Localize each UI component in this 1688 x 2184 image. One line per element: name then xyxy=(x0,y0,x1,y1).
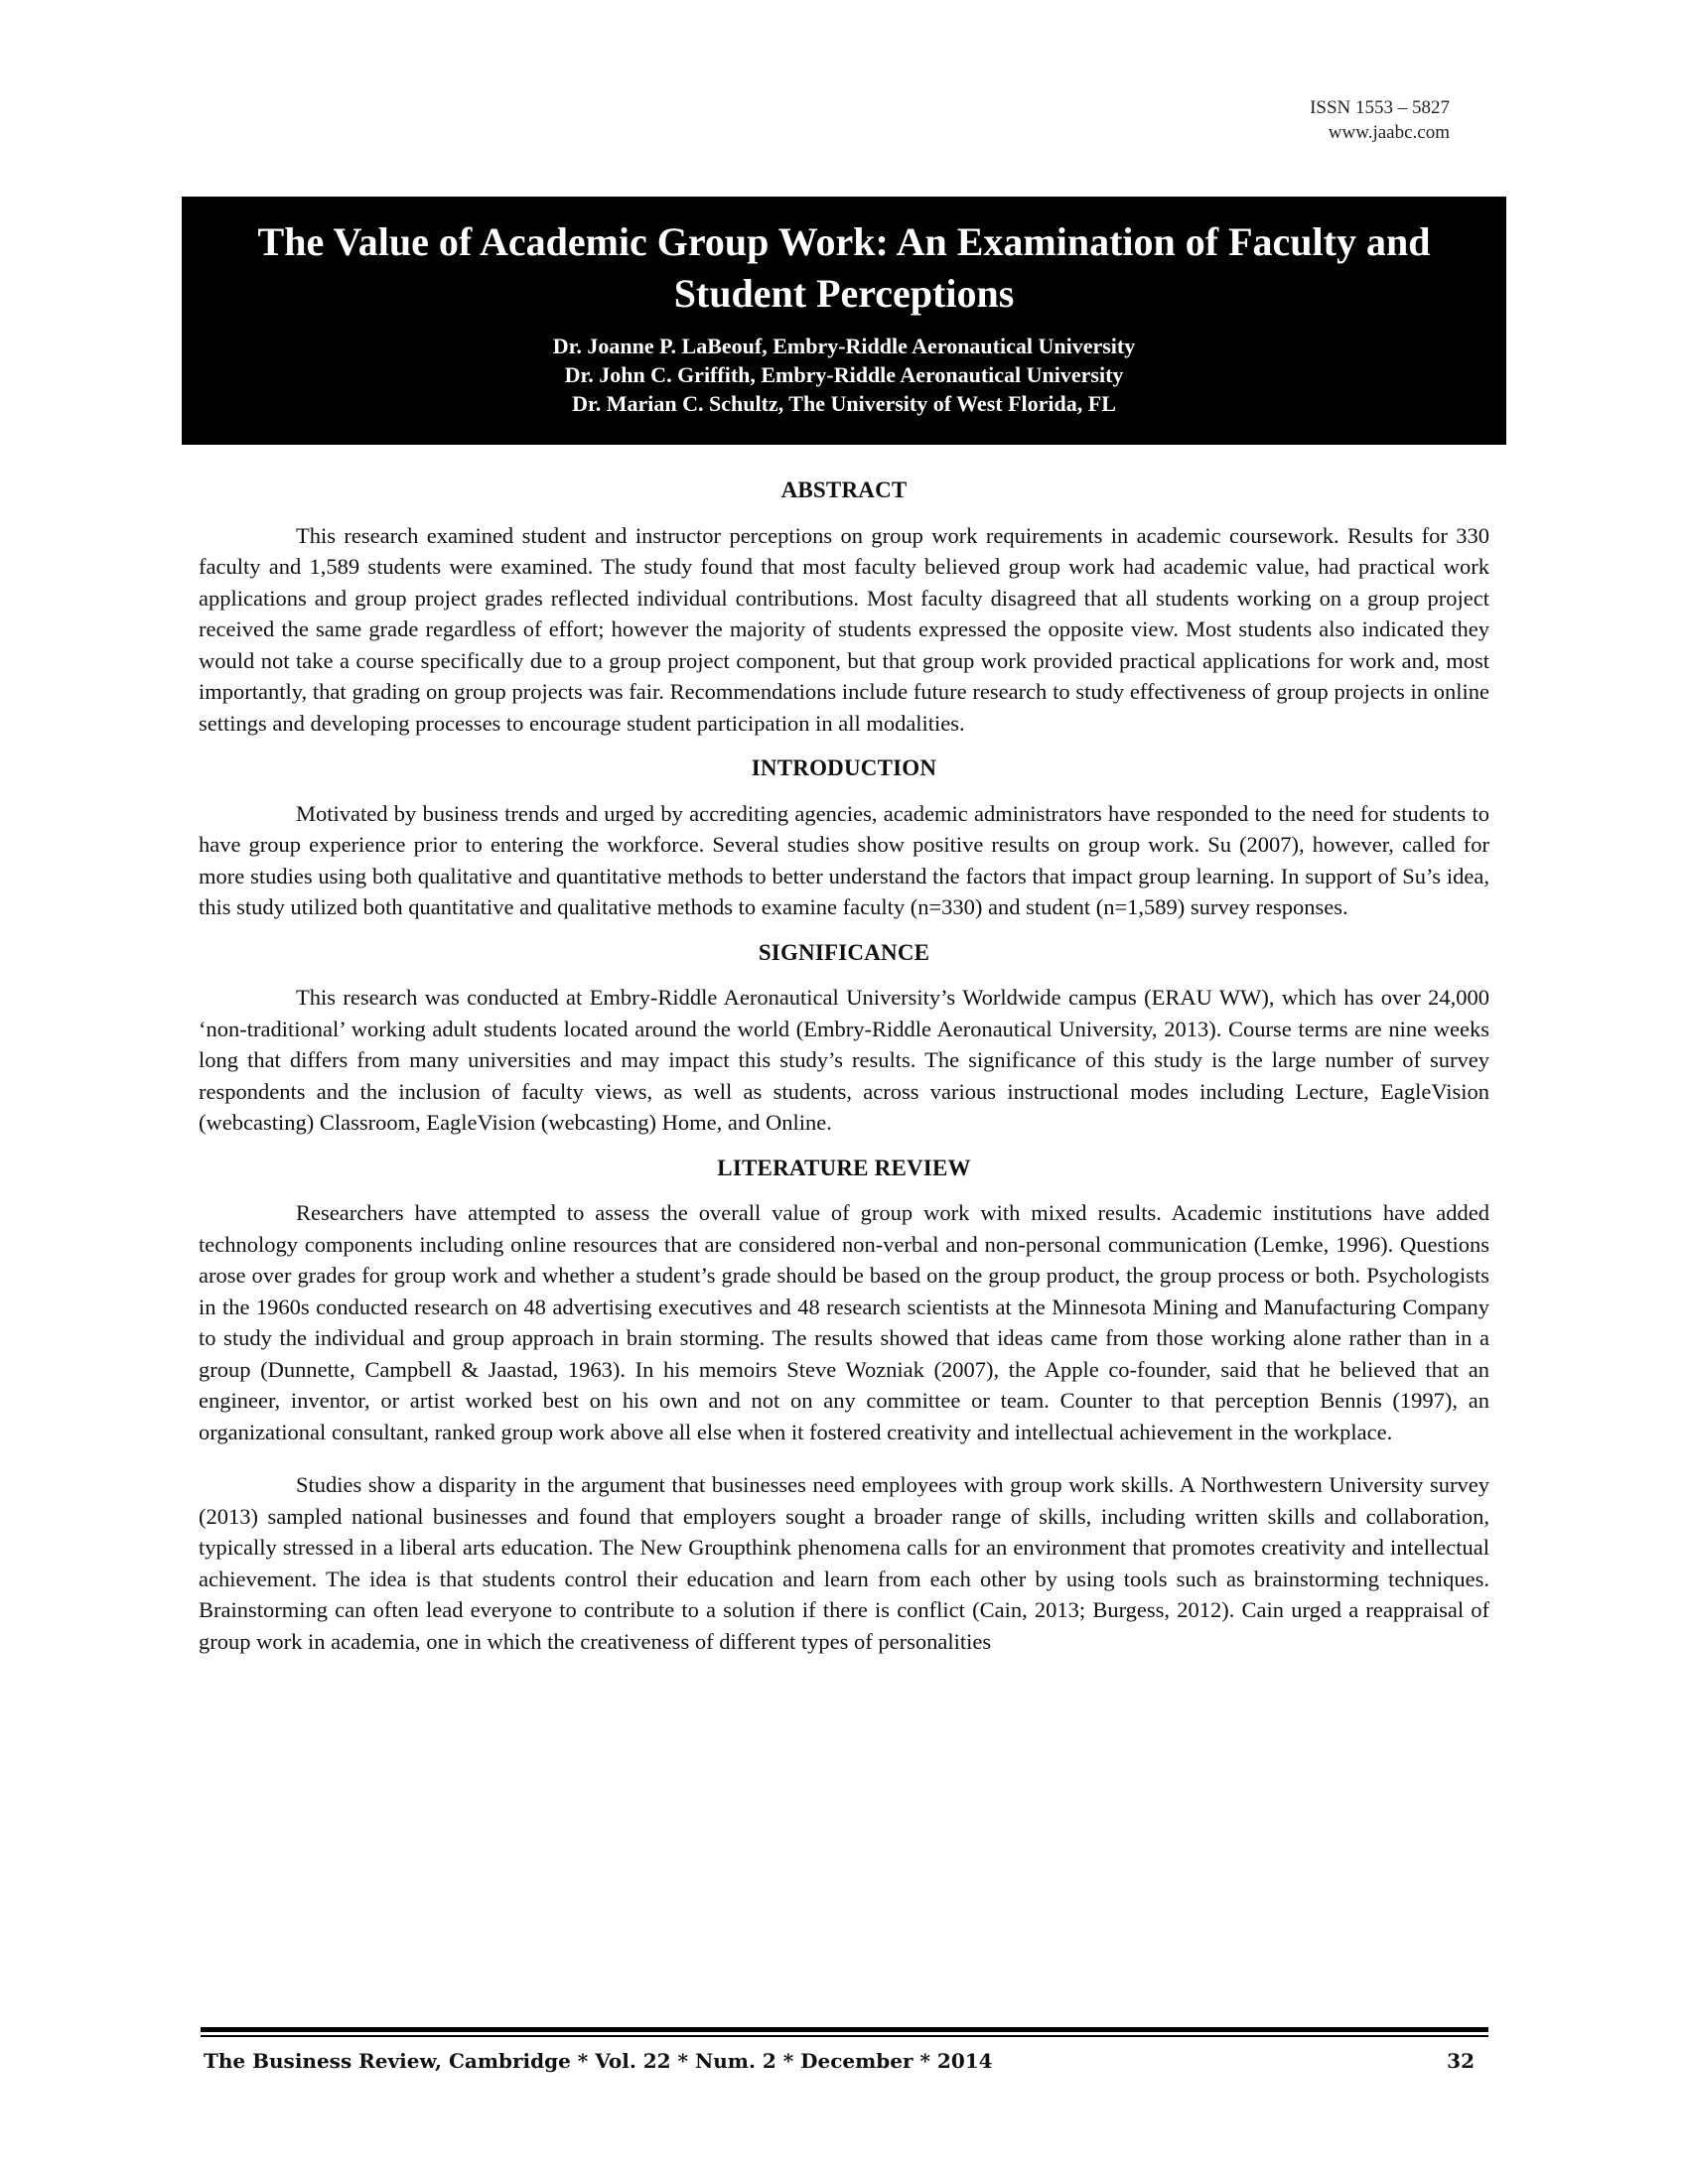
abstract-heading: ABSTRACT xyxy=(780,478,908,502)
author-list xyxy=(182,332,1506,418)
issn-block xyxy=(1310,95,1450,145)
website-link[interactable]: www.jaabc.com xyxy=(1328,122,1450,143)
page-footer xyxy=(204,2049,1475,2073)
issn-text: ISSN 1553 – 5827 xyxy=(1310,97,1450,118)
footer-rule-thin xyxy=(201,2035,1488,2037)
literature-review-paragraph-2: Studies show a disparity in the argument that businesses need employees with group work skills. A Northwestern University survey (2013) sampled national businesses and found that employers sought a broader range of skills, including written skills and collaboration, typically stressed in a liberal arts education. The New Groupthink phenomena calls for an environment that promotes creativity and intellectual achievement. The idea is that students control their education and learn from each other by using tools such as brainstorming techniques. Brainstorming can often lead everyone to contribute to a solution if there is conflict (Cain, 2013; Burgess, 2012). Cain urged a reappraisal of group work in academia, one in which the creativeness of different types of personalities xyxy=(199,1472,1489,1654)
literature-review-paragraph-1: Researchers have attempted to assess the overall value of group work with mixed results. Academic institutions have added technology components including online resources that are considered non-verbal and non-personal communication (Lemke, 1996). Questions arose over grades for group work and whether a student’s grade should be based on the group product, the group process or both. Psychologists in the 1960s conducted research on 48 advertising executives and 48 research scientists at the Minnesota Mining and Manufacturing Company to study the individual and group approach in brain storming. The results showed that ideas came from those working alone rather than in a group (Dunnette, Campbell & Jaastad, 1963). In his memoirs Steve Wozniak (2007), the Apple co-founder, said that he believed that an engineer, inventor, or artist worked best on his own and not on any committee or team. Counter to that perception Bennis (1997), an organizational consultant, ranked group work above all else when it fostered creativity and intellectual achievement in the workplace. xyxy=(199,1200,1489,1444)
title-banner xyxy=(182,197,1506,445)
footer-rule-thick xyxy=(201,2027,1488,2032)
journal-citation: The Business Review, Cambridge * Vol. 22 * Num. 2 * December * 2014 xyxy=(204,2049,993,2073)
page-number: 32 xyxy=(1447,2049,1475,2073)
author-1: Dr. Joanne P. LaBeouf, Embry-Riddle Aeronautical University xyxy=(552,334,1136,358)
introduction-paragraph: Motivated by business trends and urged by accrediting agencies, academic administrators have responded to the need for students to have group experience prior to entering the workforce. Several studies show positive results on group work. Su (2007), however, called for more studies using both qualitative and quantitative methods to better understand the factors that impact group learning. In support of Su’s idea, this study utilized both quantitative and qualitative methods to examine faculty (n=330) and student (n=1,589) survey responses. xyxy=(199,800,1489,919)
paper-title: The Value of Academic Group Work: An Examination of Faculty and Student Perceptions xyxy=(257,219,1431,316)
significance-heading: SIGNIFICANCE xyxy=(758,939,930,965)
significance-paragraph: This research was conducted at Embry-Riddle Aeronautical University’s Worldwide campus (ERAU WW), which has over 24,000 ‘non-traditional’ working adult students located around the world (Embry-Riddle Aeronautical University, 2013). Course terms are nine weeks long that differs from many universities and may impact this study’s results. The significance of this study is the large number of survey respondents and the inclusion of faculty views, as well as students, across various instructional modes including Lecture, EagleVision (webcasting) Classroom, EagleVision (webcasting) Home, and Online. xyxy=(199,985,1489,1135)
author-2: Dr. John C. Griffith, Embry-Riddle Aeronautical University xyxy=(564,362,1124,387)
abstract-paragraph: This research examined student and instructor perceptions on group work requirements in academic coursework. Results for 330 faculty and 1,589 students were examined. The study found that most faculty believed group work had academic value, had practical work applications and group project grades reflected individual contributions. Most faculty disagreed that all students working on a group project received the same grade regardless of effort; however the majority of students expressed the opposite view. Most students also indicated they would not take a course specifically due to a group project component, but that group work provided practical applications for work and, most importantly, that grading on group projects was fair. Recommendations include future research to study effectiveness of group projects in online settings and developing processes to encourage student participation in all modalities. xyxy=(199,522,1489,736)
author-3: Dr. Marian C. Schultz, The University of West Florida, FL xyxy=(572,391,1116,416)
introduction-heading: INTRODUCTION xyxy=(751,755,937,780)
literature-review-heading: LITERATURE REVIEW xyxy=(717,1155,971,1180)
paper-body xyxy=(199,467,1489,1671)
